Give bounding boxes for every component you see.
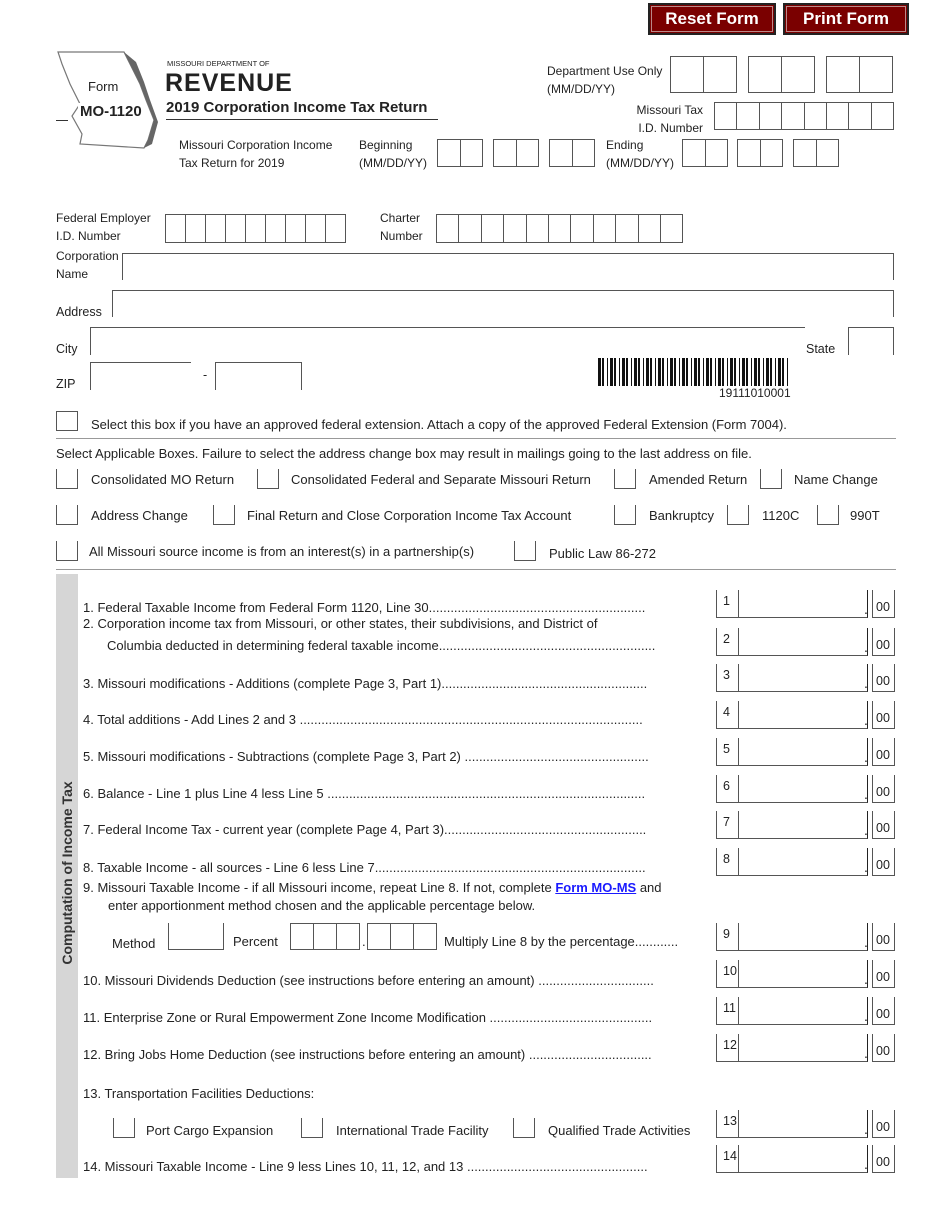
transport-option-checkbox[interactable] [113, 1118, 135, 1138]
fein-cell[interactable] [245, 214, 266, 243]
line-4-text [83, 713, 643, 727]
line-1-amount-input[interactable] [716, 590, 868, 618]
zip4-input[interactable] [215, 362, 302, 390]
line-description: 12. Bring Jobs Home Deduction (see instructions before entering an amount) .................................. [83, 1047, 652, 1062]
transport-option-label: Port Cargo Expansion [146, 1123, 274, 1138]
beginning-date-cell[interactable] [572, 139, 596, 167]
option-label: Bankruptcy [649, 508, 715, 523]
line-description: 8. Taxable Income - all sources - Line 6 less Line 7........................................................................... [83, 860, 646, 875]
form-subtitle [179, 136, 332, 172]
line-number: 2 [717, 628, 739, 655]
line-number: 6 [717, 775, 739, 802]
beginning-date-cell[interactable] [493, 139, 517, 167]
line-10-amount-input[interactable] [716, 960, 868, 988]
option-label: Final Return and Close Corporation Income Tax Account [247, 508, 572, 523]
decimal-point: . [864, 639, 868, 655]
line-number: 1 [717, 590, 739, 617]
line-description: 13. Transportation Facilities Deductions: [83, 1086, 315, 1101]
revenue-logo: REVENUE [165, 69, 293, 97]
line-5-amount-input[interactable] [716, 738, 868, 766]
option-checkbox[interactable] [760, 469, 782, 489]
option-label: Public Law 86-272 [549, 546, 656, 561]
zip-label: ZIP [56, 377, 76, 391]
fein-cell[interactable] [185, 214, 206, 243]
decimal-point: . [864, 1008, 868, 1024]
extension-text: Select this box if you have an approved federal extension. Attach a copy of the approved Federal Extension (Form 7004). [91, 417, 787, 432]
address-input[interactable] [112, 290, 894, 317]
line-description: 4. Total additions - Add Lines 2 and 3 ............................................................................................... [83, 712, 643, 727]
line-number: 8 [717, 848, 739, 875]
beginning-date-cell[interactable] [460, 139, 484, 167]
decimal-point: . [864, 749, 868, 765]
line-12-cents: 00 [872, 1034, 895, 1062]
line-4-amount-input[interactable] [716, 701, 868, 729]
line-10-text [83, 974, 654, 988]
line-description: 6. Balance - Line 1 plus Line 4 less Line 5 ........................................................................................ [83, 786, 646, 801]
print-form-button[interactable]: Print Form [783, 3, 909, 35]
line-11-amount-input[interactable] [716, 997, 868, 1025]
charter-text-2: Number [380, 229, 423, 243]
ending-text: Ending [606, 138, 644, 152]
form-dash [56, 120, 68, 121]
transport-option-checkbox[interactable] [513, 1118, 535, 1138]
charter-number-cell[interactable] [481, 214, 504, 243]
reset-form-button[interactable]: Reset Form [648, 3, 776, 35]
dept-use-label [547, 62, 662, 98]
subtitle-line-1: Missouri Corporation Income [179, 138, 333, 152]
state-input[interactable] [848, 327, 894, 355]
option-checkbox[interactable] [614, 469, 636, 489]
option-checkbox[interactable] [56, 469, 78, 489]
tax-id-cell[interactable] [826, 102, 849, 130]
line-6-cents: 00 [872, 775, 895, 803]
fein-cell[interactable] [325, 214, 346, 243]
charter-number-cell[interactable] [526, 214, 549, 243]
form-title: 2019 Corporation Income Tax Return [166, 99, 438, 120]
percent-label: Percent [233, 934, 278, 949]
decimal-point: . [864, 675, 868, 691]
line-2-cents: 00 [872, 628, 895, 656]
charter-text-1: Charter [380, 211, 421, 225]
option-checkbox[interactable] [56, 541, 78, 561]
line-5-cents: 00 [872, 738, 895, 766]
line-7-cents: 00 [872, 811, 895, 839]
line-description: 3. Missouri modifications - Additions (complete Page 3, Part 1)......................................................... [83, 676, 648, 691]
applicable-boxes-text: Select Applicable Boxes. Failure to select the address change box may result in mailings going to the last address on file. [56, 446, 752, 461]
line-10-cents: 00 [872, 960, 895, 988]
line-3-cents: 00 [872, 664, 895, 692]
dept-use-format: (MM/DD/YY) [547, 82, 615, 96]
option-checkbox[interactable] [727, 505, 749, 525]
line-1-text [83, 601, 645, 615]
method-input[interactable] [168, 923, 224, 950]
ending-date-cell[interactable] [793, 139, 817, 167]
beginning-date-cell[interactable] [437, 139, 461, 167]
line-11-text [83, 1011, 652, 1025]
line-number: 7 [717, 811, 739, 838]
city-label: City [56, 342, 78, 356]
line-description: 1. Federal Taxable Income from Federal Form 1120, Line 30............................................................ [83, 600, 646, 615]
beginning-date-cell[interactable] [516, 139, 540, 167]
charter-number-cell[interactable] [570, 214, 593, 243]
fein-cell[interactable] [305, 214, 326, 243]
option-label: Amended Return [649, 472, 748, 487]
line-description: 7. Federal Income Tax - current year (complete Page 4, Part 3)........................................................ [83, 822, 647, 837]
line-5-text [83, 750, 649, 764]
fein-text-2: I.D. Number [56, 229, 121, 243]
dept-use-date-cell[interactable] [859, 56, 893, 93]
form-mo-ms-link[interactable]: Form MO-MS [555, 880, 637, 895]
charter-number-cell[interactable] [660, 214, 683, 243]
decimal-point: . [864, 712, 868, 728]
line-9-cents: 00 [872, 923, 895, 951]
ending-date-cell[interactable] [816, 139, 840, 167]
subtitle-line-2: Tax Return for 2019 [179, 156, 285, 170]
charter-number-cell[interactable] [548, 214, 571, 243]
line-3-text [83, 677, 647, 691]
line-description: 5. Missouri modifications - Subtractions (complete Page 3, Part 2) ................................................... [83, 749, 649, 764]
tax-id-cell[interactable] [714, 102, 737, 130]
option-label: Consolidated MO Return [91, 472, 235, 487]
zip-input[interactable] [90, 362, 191, 390]
line-6-amount-input[interactable] [716, 775, 868, 803]
line-13-text [83, 1087, 314, 1101]
dept-use-date-cell[interactable] [748, 56, 782, 93]
option-checkbox[interactable] [614, 505, 636, 525]
line-2-amount-input[interactable] [716, 628, 868, 656]
corp-text-1: Corporation [56, 249, 119, 263]
option-checkbox[interactable] [257, 469, 279, 489]
barcode-number: 19111010001 [719, 386, 791, 400]
line-7-text [83, 823, 646, 837]
tax-id-cell[interactable] [804, 102, 827, 130]
line-number: 10 [717, 960, 739, 987]
divider [56, 569, 896, 570]
line-number: 9 [717, 923, 739, 950]
decimal-point: . [864, 971, 868, 987]
line-11-cents: 00 [872, 997, 895, 1025]
option-checkbox[interactable] [56, 505, 78, 525]
form-label: Form [88, 79, 119, 94]
tax-id-text-1: Missouri Tax [636, 103, 703, 117]
method-label: Method [112, 936, 156, 951]
tax-id-cell[interactable] [871, 102, 894, 130]
corporation-name-input[interactable] [122, 253, 894, 280]
tax-id-cell[interactable] [848, 102, 871, 130]
line-2-text-cont: Columbia deducted in determining federal taxable income............................................................ [107, 638, 656, 653]
option-label: 990T [850, 508, 880, 523]
charter-number-cell[interactable] [436, 214, 459, 243]
beginning-format: (MM/DD/YY) [359, 156, 427, 170]
state-label: State [806, 342, 836, 356]
line-8-amount-input[interactable] [716, 848, 868, 876]
missouri-map-logo [52, 44, 172, 154]
percent-decimal-cell[interactable] [390, 923, 414, 950]
percent-whole-cell[interactable] [290, 923, 314, 950]
option-checkbox[interactable] [514, 541, 536, 561]
dept-use-date-cell[interactable] [826, 56, 860, 93]
line-13-cents: 00 [872, 1110, 895, 1138]
beginning-date-cell[interactable] [549, 139, 573, 167]
dept-use-date-cell[interactable] [703, 56, 737, 93]
line-number: 11 [717, 997, 739, 1024]
tax-id-text-2: I.D. Number [638, 121, 703, 135]
percent-whole-cell[interactable] [336, 923, 360, 950]
fein-cell[interactable] [165, 214, 186, 243]
decimal-point: . [864, 822, 868, 838]
option-label: Consolidated Federal and Separate Missouri Return [291, 472, 591, 487]
address-label: Address [56, 305, 102, 319]
line-8-text [83, 861, 646, 875]
barcode-bar [787, 358, 788, 386]
percent-whole-cell[interactable] [313, 923, 337, 950]
ending-label [606, 136, 674, 172]
percent-decimal: . [362, 934, 366, 949]
section-title: Computation of Income Tax [59, 781, 75, 965]
ending-date-cell[interactable] [737, 139, 761, 167]
line-number: 4 [717, 701, 739, 728]
ending-date-cell[interactable] [682, 139, 706, 167]
city-input[interactable] [90, 327, 805, 355]
tax-id-cell[interactable] [781, 102, 804, 130]
line-12-text [83, 1048, 652, 1062]
transport-option-label: Qualified Trade Activities [548, 1123, 691, 1138]
line-description: 9. Missouri Taxable Income - if all Missouri income, repeat Line 8. If not, complete [83, 880, 556, 895]
transport-option-checkbox[interactable] [301, 1118, 323, 1138]
line-7-amount-input[interactable] [716, 811, 868, 839]
beginning-label [359, 136, 427, 172]
fein-cell[interactable] [225, 214, 246, 243]
charter-number-cell[interactable] [638, 214, 661, 243]
option-checkbox[interactable] [213, 505, 235, 525]
line-number: 13 [717, 1110, 739, 1137]
tax-id-label [636, 101, 703, 137]
decimal-point: . [864, 859, 868, 875]
option-label: 1120C [762, 508, 800, 523]
charter-number-cell[interactable] [503, 214, 526, 243]
option-label: All Missouri source income is from an interest(s) in a partnership(s) [89, 544, 475, 559]
charter-label [380, 209, 423, 245]
zip-dash: - [203, 368, 208, 382]
line-1-cents: 00 [872, 590, 895, 618]
barcode [598, 358, 886, 386]
dept-name-small: MISSOURI DEPARTMENT OF [167, 59, 270, 68]
fein-cell[interactable] [205, 214, 226, 243]
decimal-point: . [864, 1045, 868, 1061]
line-number: 5 [717, 738, 739, 765]
decimal-point: . [864, 786, 868, 802]
line-description: and [636, 880, 662, 895]
dept-use-date-cell[interactable] [670, 56, 704, 93]
charter-number-cell[interactable] [458, 214, 481, 243]
decimal-point: . [864, 1156, 868, 1172]
line-2-text [83, 617, 597, 631]
corp-text-2: Name [56, 267, 89, 281]
fein-cell[interactable] [265, 214, 286, 243]
line-8-cents: 00 [872, 848, 895, 876]
line-13-amount-input[interactable] [716, 1110, 868, 1138]
line-9-text-cont: enter apportionment method chosen and the applicable percentage below. [108, 898, 536, 913]
charter-number-cell[interactable] [593, 214, 616, 243]
line-6-text [83, 787, 645, 801]
tax-id-cell[interactable] [736, 102, 759, 130]
line-14-text [83, 1160, 648, 1174]
ending-date-cell[interactable] [705, 139, 729, 167]
line-description: 10. Missouri Dividends Deduction (see instructions before entering an amount) ................................ [83, 973, 654, 988]
line-number: 14 [717, 1145, 739, 1172]
decimal-point: . [864, 934, 868, 950]
ending-date-cell[interactable] [760, 139, 784, 167]
form-number: MO-1120 [80, 103, 142, 120]
decimal-point: . [864, 1121, 868, 1137]
line-4-cents: 00 [872, 701, 895, 729]
percent-decimal-cell[interactable] [413, 923, 437, 950]
corporation-name-label [56, 247, 119, 283]
line-description: 2. Corporation income tax from Missouri, or other states, their subdivisions, and District of [83, 616, 598, 631]
line-14-amount-input[interactable] [716, 1145, 868, 1173]
dept-use-text: Department Use Only [547, 64, 663, 78]
option-checkbox[interactable] [817, 505, 839, 525]
transport-option-label: International Trade Facility [336, 1123, 489, 1138]
divider [56, 411, 896, 439]
option-label: Address Change [91, 508, 188, 523]
beginning-text: Beginning [359, 138, 413, 152]
tax-id-cell[interactable] [759, 102, 782, 130]
line-9-text [83, 881, 662, 895]
multiply-text: Multiply Line 8 by the percentage............ [444, 934, 679, 949]
line-number: 3 [717, 664, 739, 691]
decimal-point: . [864, 601, 868, 617]
fein-cell[interactable] [285, 214, 306, 243]
dept-use-date-cell[interactable] [781, 56, 815, 93]
line-number: 12 [717, 1034, 739, 1061]
line-9-amount-input[interactable] [716, 923, 868, 951]
line-description: 14. Missouri Taxable Income - Line 9 less Lines 10, 11, 12, and 13 .................................................. [83, 1159, 648, 1174]
charter-number-cell[interactable] [615, 214, 638, 243]
line-description: 11. Enterprise Zone or Rural Empowerment Zone Income Modification ............................................. [83, 1010, 653, 1025]
line-14-cents: 00 [872, 1145, 895, 1173]
line-3-amount-input[interactable] [716, 664, 868, 692]
option-label: Name Change [794, 472, 878, 487]
percent-decimal-cell[interactable] [367, 923, 391, 950]
line-12-amount-input[interactable] [716, 1034, 868, 1062]
ending-format: (MM/DD/YY) [606, 156, 674, 170]
fein-text-1: Federal Employer [56, 211, 151, 225]
fein-label [56, 209, 151, 245]
